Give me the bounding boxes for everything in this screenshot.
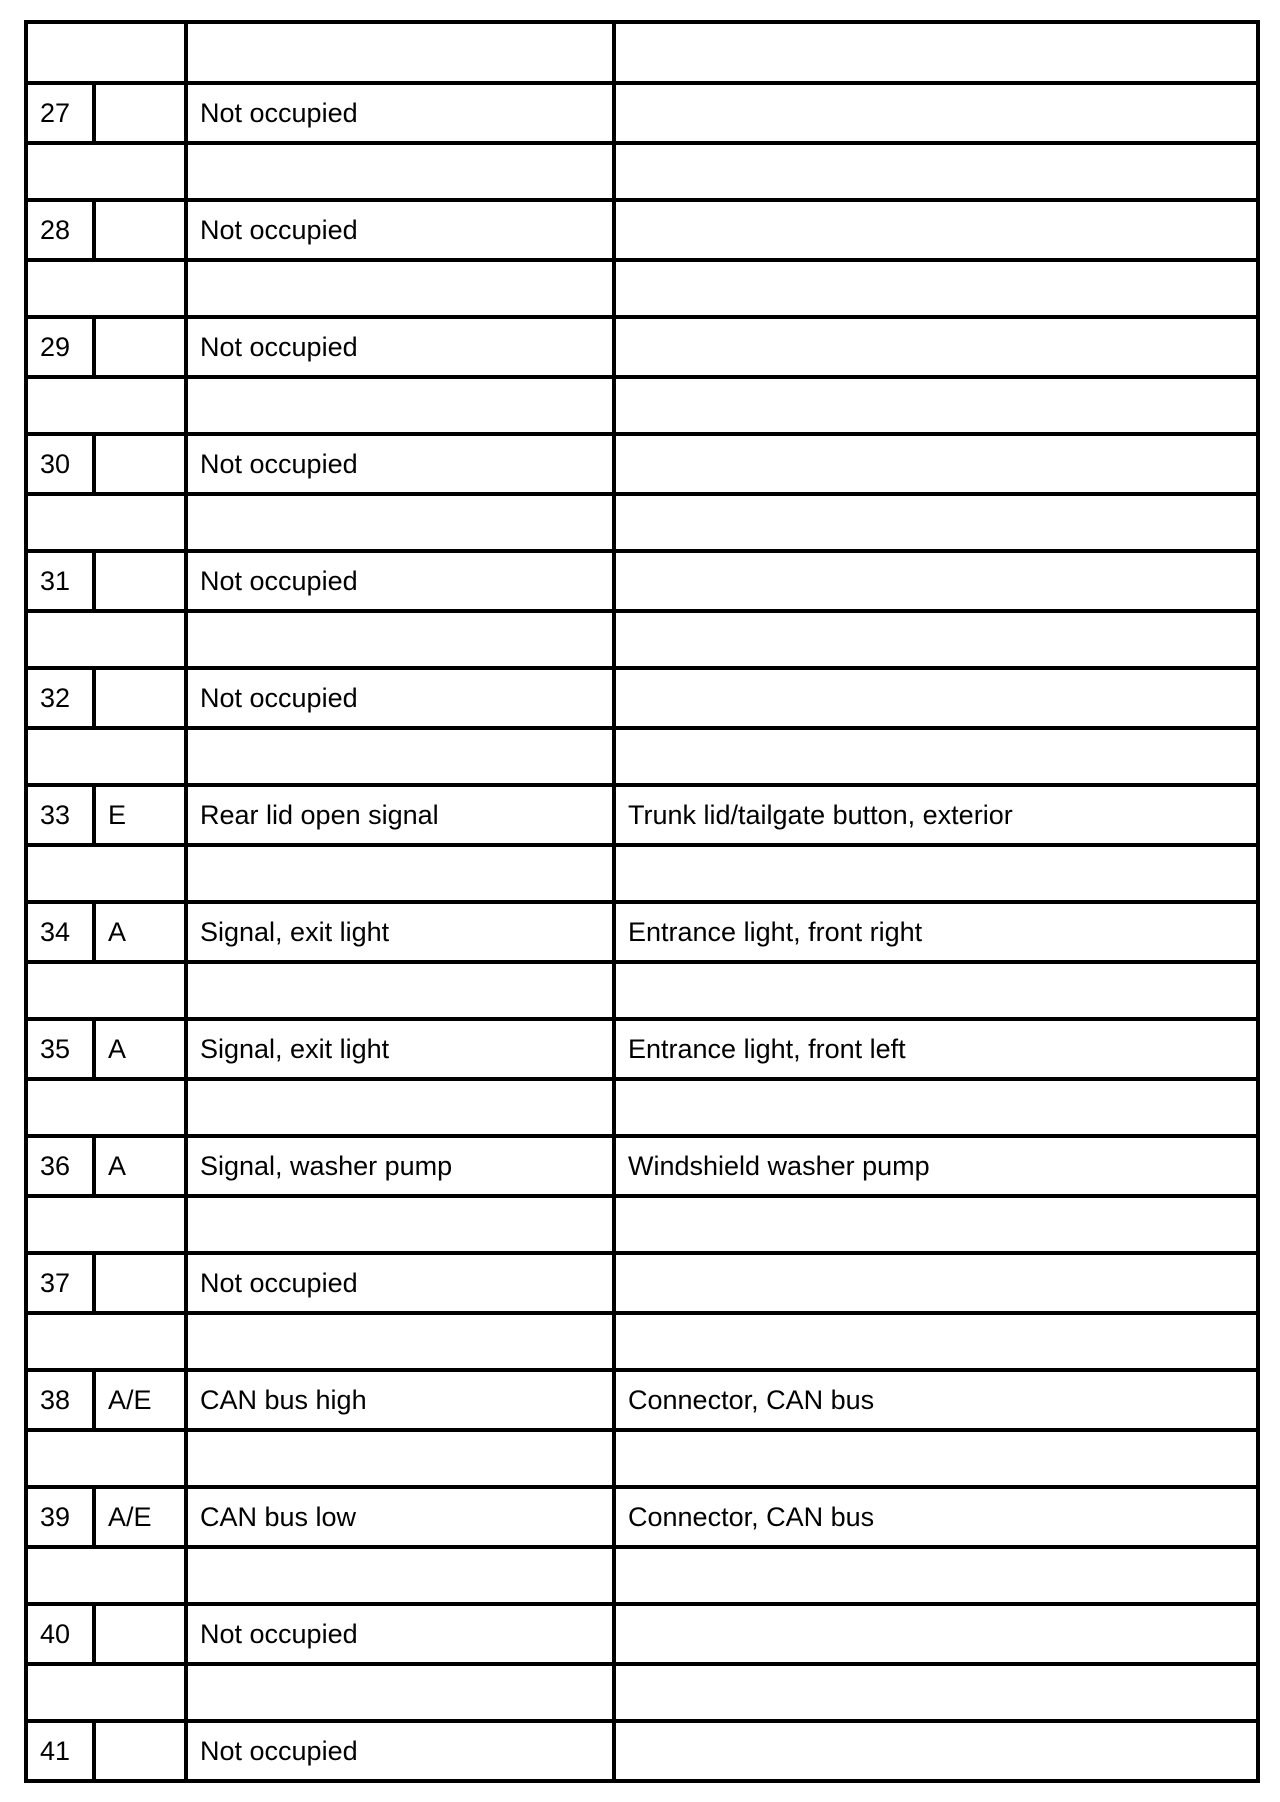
spacer-cell	[614, 377, 1258, 434]
spacer-row	[26, 494, 1258, 551]
pin-type-cell	[94, 551, 186, 611]
signal-cell: Not occupied	[186, 1253, 614, 1313]
table-row	[26, 668, 1258, 728]
component-cell	[614, 83, 1258, 143]
spacer-row	[26, 1430, 1258, 1487]
spacer-row	[26, 1313, 1258, 1370]
spacer-cell	[614, 845, 1258, 902]
header-component-cell	[614, 22, 1258, 83]
spacer-cell	[26, 377, 186, 434]
component-cell	[614, 434, 1258, 494]
pin-number-cell: 36	[26, 1136, 94, 1196]
pin-type-cell: A/E	[94, 1370, 186, 1430]
spacer-cell	[26, 1664, 186, 1721]
spacer-cell	[614, 494, 1258, 551]
spacer-cell	[614, 728, 1258, 785]
spacer-cell	[26, 1196, 186, 1253]
signal-cell: Not occupied	[186, 1604, 614, 1664]
spacer-cell	[614, 1430, 1258, 1487]
signal-cell: Signal, washer pump	[186, 1136, 614, 1196]
signal-cell: Not occupied	[186, 551, 614, 611]
component-cell: Connector, CAN bus	[614, 1370, 1258, 1430]
component-cell: Trunk lid/tailgate button, exterior	[614, 785, 1258, 845]
table-row	[26, 434, 1258, 494]
pin-type-cell: A/E	[94, 1487, 186, 1547]
spacer-cell	[26, 260, 186, 317]
spacer-cell	[186, 143, 614, 200]
spacer-cell	[186, 1313, 614, 1370]
component-cell	[614, 200, 1258, 260]
spacer-cell	[614, 1196, 1258, 1253]
pin-number-cell: 30	[26, 434, 94, 494]
component-cell	[614, 1604, 1258, 1664]
spacer-cell	[26, 845, 186, 902]
spacer-cell	[26, 728, 186, 785]
spacer-row	[26, 728, 1258, 785]
table-header-row	[26, 22, 1258, 83]
spacer-row	[26, 143, 1258, 200]
spacer-row	[26, 1079, 1258, 1136]
spacer-cell	[186, 962, 614, 1019]
pin-number-cell: 35	[26, 1019, 94, 1079]
table-row	[26, 551, 1258, 611]
spacer-cell	[614, 260, 1258, 317]
signal-cell: Not occupied	[186, 317, 614, 377]
pin-type-cell: A	[94, 1136, 186, 1196]
pin-number-cell: 33	[26, 785, 94, 845]
spacer-cell	[614, 1547, 1258, 1604]
component-cell	[614, 317, 1258, 377]
table-row	[26, 785, 1258, 845]
spacer-cell	[26, 143, 186, 200]
table-row	[26, 200, 1258, 260]
table-row	[26, 317, 1258, 377]
pin-type-cell	[94, 434, 186, 494]
table-row	[26, 1604, 1258, 1664]
pin-number-cell: 38	[26, 1370, 94, 1430]
table-row	[26, 1253, 1258, 1313]
table-row	[26, 1136, 1258, 1196]
component-cell: Entrance light, front left	[614, 1019, 1258, 1079]
pin-type-cell	[94, 1253, 186, 1313]
component-cell: Entrance light, front right	[614, 902, 1258, 962]
pin-type-cell: A	[94, 1019, 186, 1079]
table-row	[26, 1721, 1258, 1781]
signal-cell: Signal, exit light	[186, 1019, 614, 1079]
spacer-cell	[186, 1196, 614, 1253]
header-pin-cell	[26, 22, 186, 83]
pin-number-cell: 31	[26, 551, 94, 611]
signal-cell: Not occupied	[186, 83, 614, 143]
pin-number-cell: 29	[26, 317, 94, 377]
signal-cell: Rear lid open signal	[186, 785, 614, 845]
signal-cell: Not occupied	[186, 434, 614, 494]
pin-number-cell: 28	[26, 200, 94, 260]
spacer-row	[26, 1664, 1258, 1721]
table-row	[26, 1370, 1258, 1430]
pin-type-cell	[94, 200, 186, 260]
spacer-cell	[614, 611, 1258, 668]
spacer-cell	[614, 962, 1258, 1019]
signal-cell: Signal, exit light	[186, 902, 614, 962]
component-cell	[614, 1721, 1258, 1781]
spacer-cell	[186, 377, 614, 434]
signal-cell: CAN bus low	[186, 1487, 614, 1547]
spacer-cell	[186, 1664, 614, 1721]
pin-number-cell: 40	[26, 1604, 94, 1664]
signal-cell: Not occupied	[186, 668, 614, 728]
spacer-cell	[26, 1313, 186, 1370]
table-row	[26, 902, 1258, 962]
spacer-row	[26, 962, 1258, 1019]
spacer-cell	[26, 962, 186, 1019]
spacer-cell	[186, 611, 614, 668]
signal-cell: CAN bus high	[186, 1370, 614, 1430]
spacer-row	[26, 1547, 1258, 1604]
spacer-row	[26, 611, 1258, 668]
table-row	[26, 1487, 1258, 1547]
spacer-cell	[614, 1664, 1258, 1721]
spacer-cell	[186, 260, 614, 317]
component-cell	[614, 668, 1258, 728]
component-cell: Connector, CAN bus	[614, 1487, 1258, 1547]
pin-number-cell: 39	[26, 1487, 94, 1547]
spacer-cell	[614, 1079, 1258, 1136]
pin-number-cell: 34	[26, 902, 94, 962]
pin-type-cell: A	[94, 902, 186, 962]
spacer-cell	[26, 1430, 186, 1487]
spacer-cell	[186, 1430, 614, 1487]
spacer-cell	[186, 728, 614, 785]
spacer-cell	[26, 1547, 186, 1604]
spacer-cell	[614, 1313, 1258, 1370]
table-row	[26, 1019, 1258, 1079]
pin-type-cell	[94, 317, 186, 377]
header-signal-cell	[186, 22, 614, 83]
pin-number-cell: 27	[26, 83, 94, 143]
signal-cell: Not occupied	[186, 200, 614, 260]
spacer-cell	[26, 494, 186, 551]
spacer-cell	[186, 845, 614, 902]
pin-number-cell: 41	[26, 1721, 94, 1781]
pin-type-cell: E	[94, 785, 186, 845]
component-cell	[614, 551, 1258, 611]
table-row	[26, 83, 1258, 143]
spacer-cell	[186, 1079, 614, 1136]
pin-number-cell: 32	[26, 668, 94, 728]
spacer-row	[26, 845, 1258, 902]
spacer-cell	[614, 143, 1258, 200]
component-cell: Windshield washer pump	[614, 1136, 1258, 1196]
pin-type-cell	[94, 668, 186, 728]
spacer-cell	[26, 611, 186, 668]
pin-assignment-table	[24, 20, 1260, 1783]
spacer-row	[26, 260, 1258, 317]
pin-number-cell: 37	[26, 1253, 94, 1313]
spacer-row	[26, 377, 1258, 434]
pin-type-cell	[94, 83, 186, 143]
signal-cell: Not occupied	[186, 1721, 614, 1781]
spacer-cell	[186, 494, 614, 551]
spacer-cell	[26, 1079, 186, 1136]
pin-type-cell	[94, 1604, 186, 1664]
pin-type-cell	[94, 1721, 186, 1781]
table-body	[26, 22, 1258, 1781]
spacer-cell	[186, 1547, 614, 1604]
spacer-row	[26, 1196, 1258, 1253]
component-cell	[614, 1253, 1258, 1313]
